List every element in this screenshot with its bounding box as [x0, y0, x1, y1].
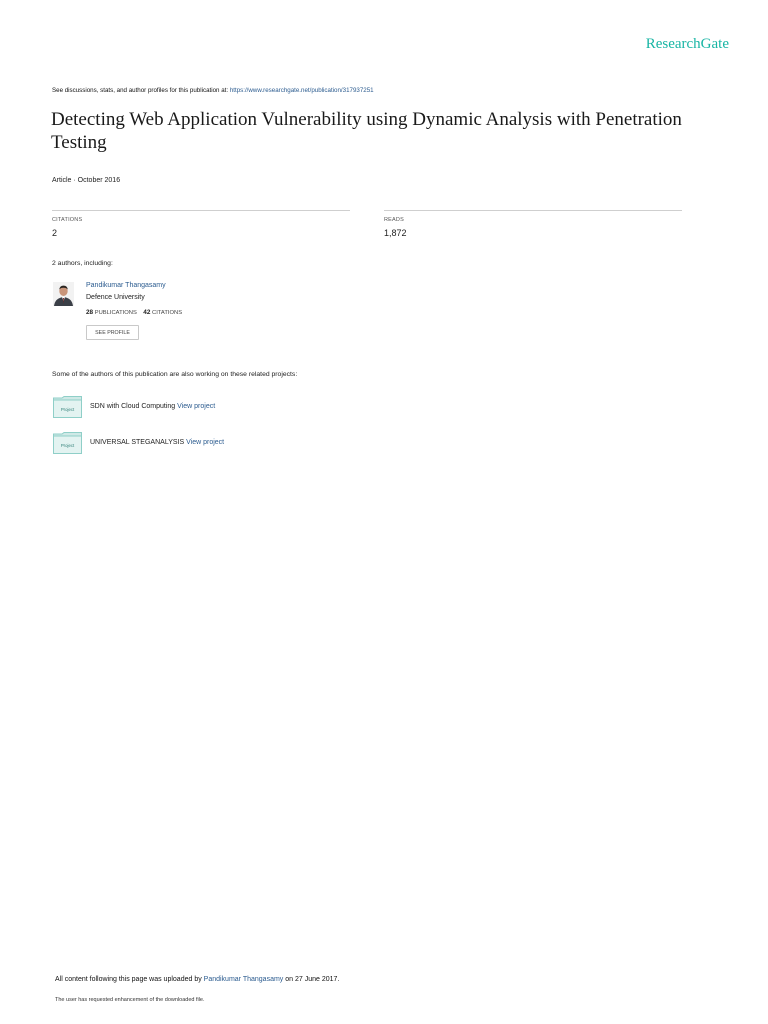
project-name: SDN with Cloud Computing: [90, 403, 176, 410]
upload-footer: [55, 976, 339, 983]
researchgate-logo[interactable]: ResearchGate: [645, 36, 729, 52]
reads-label: READS: [384, 217, 404, 223]
project-folder-icon: [53, 396, 82, 418]
publication-meta: Article · October 2016: [52, 177, 121, 184]
reads-divider: [384, 210, 682, 211]
project-icon-label: Project: [60, 407, 75, 412]
uploader-link[interactable]: Pandikumar Thangasamy: [203, 976, 284, 983]
enhancement-note: The user has requested enhancement of the downloaded file.: [55, 997, 205, 1003]
citations-divider: [52, 210, 350, 211]
project-item: [90, 403, 215, 410]
publications-count: 28: [86, 309, 94, 316]
project-folder-icon: [53, 432, 82, 454]
project-item: [90, 439, 224, 446]
publication-title: Detecting Web Application Vulnerability using Dynamic Analysis with Penetration Testing: [51, 109, 682, 153]
view-project-link[interactable]: View project: [177, 403, 216, 410]
projects-heading: Some of the authors of this publication are also working on these related projects:: [52, 371, 298, 378]
author-stats: [86, 309, 182, 316]
citations-value: 2: [52, 228, 58, 238]
citations-label: CITATIONS: [52, 217, 83, 223]
footer-suffix: on 27 June 2017.: [283, 976, 340, 983]
author-citations-count: 42: [143, 309, 151, 316]
discussion-line: [52, 87, 374, 94]
publications-label: PUBLICATIONS: [94, 310, 137, 316]
view-project-link[interactable]: View project: [186, 439, 225, 446]
discussion-prefix: See discussions, stats, and author profiles for this publication at:: [52, 87, 230, 94]
publication-url-link[interactable]: https://www.researchgate.net/publication/317937251: [229, 87, 374, 94]
authors-heading: 2 authors, including:: [52, 260, 113, 267]
author-name-link[interactable]: Pandikumar Thangasamy: [86, 282, 166, 289]
author-citations-label: CITATIONS: [152, 310, 183, 316]
project-name: UNIVERSAL STEGANALYSIS: [90, 439, 185, 446]
footer-prefix: All content following this page was uploaded by: [55, 976, 204, 983]
see-profile-button[interactable]: SEE PROFILE: [86, 325, 139, 340]
project-icon-label: Project: [60, 443, 75, 448]
author-avatar[interactable]: [53, 282, 74, 306]
reads-value: 1,872: [384, 228, 407, 238]
person-photo-icon: [53, 282, 74, 306]
author-affiliation: Defence University: [86, 294, 145, 301]
